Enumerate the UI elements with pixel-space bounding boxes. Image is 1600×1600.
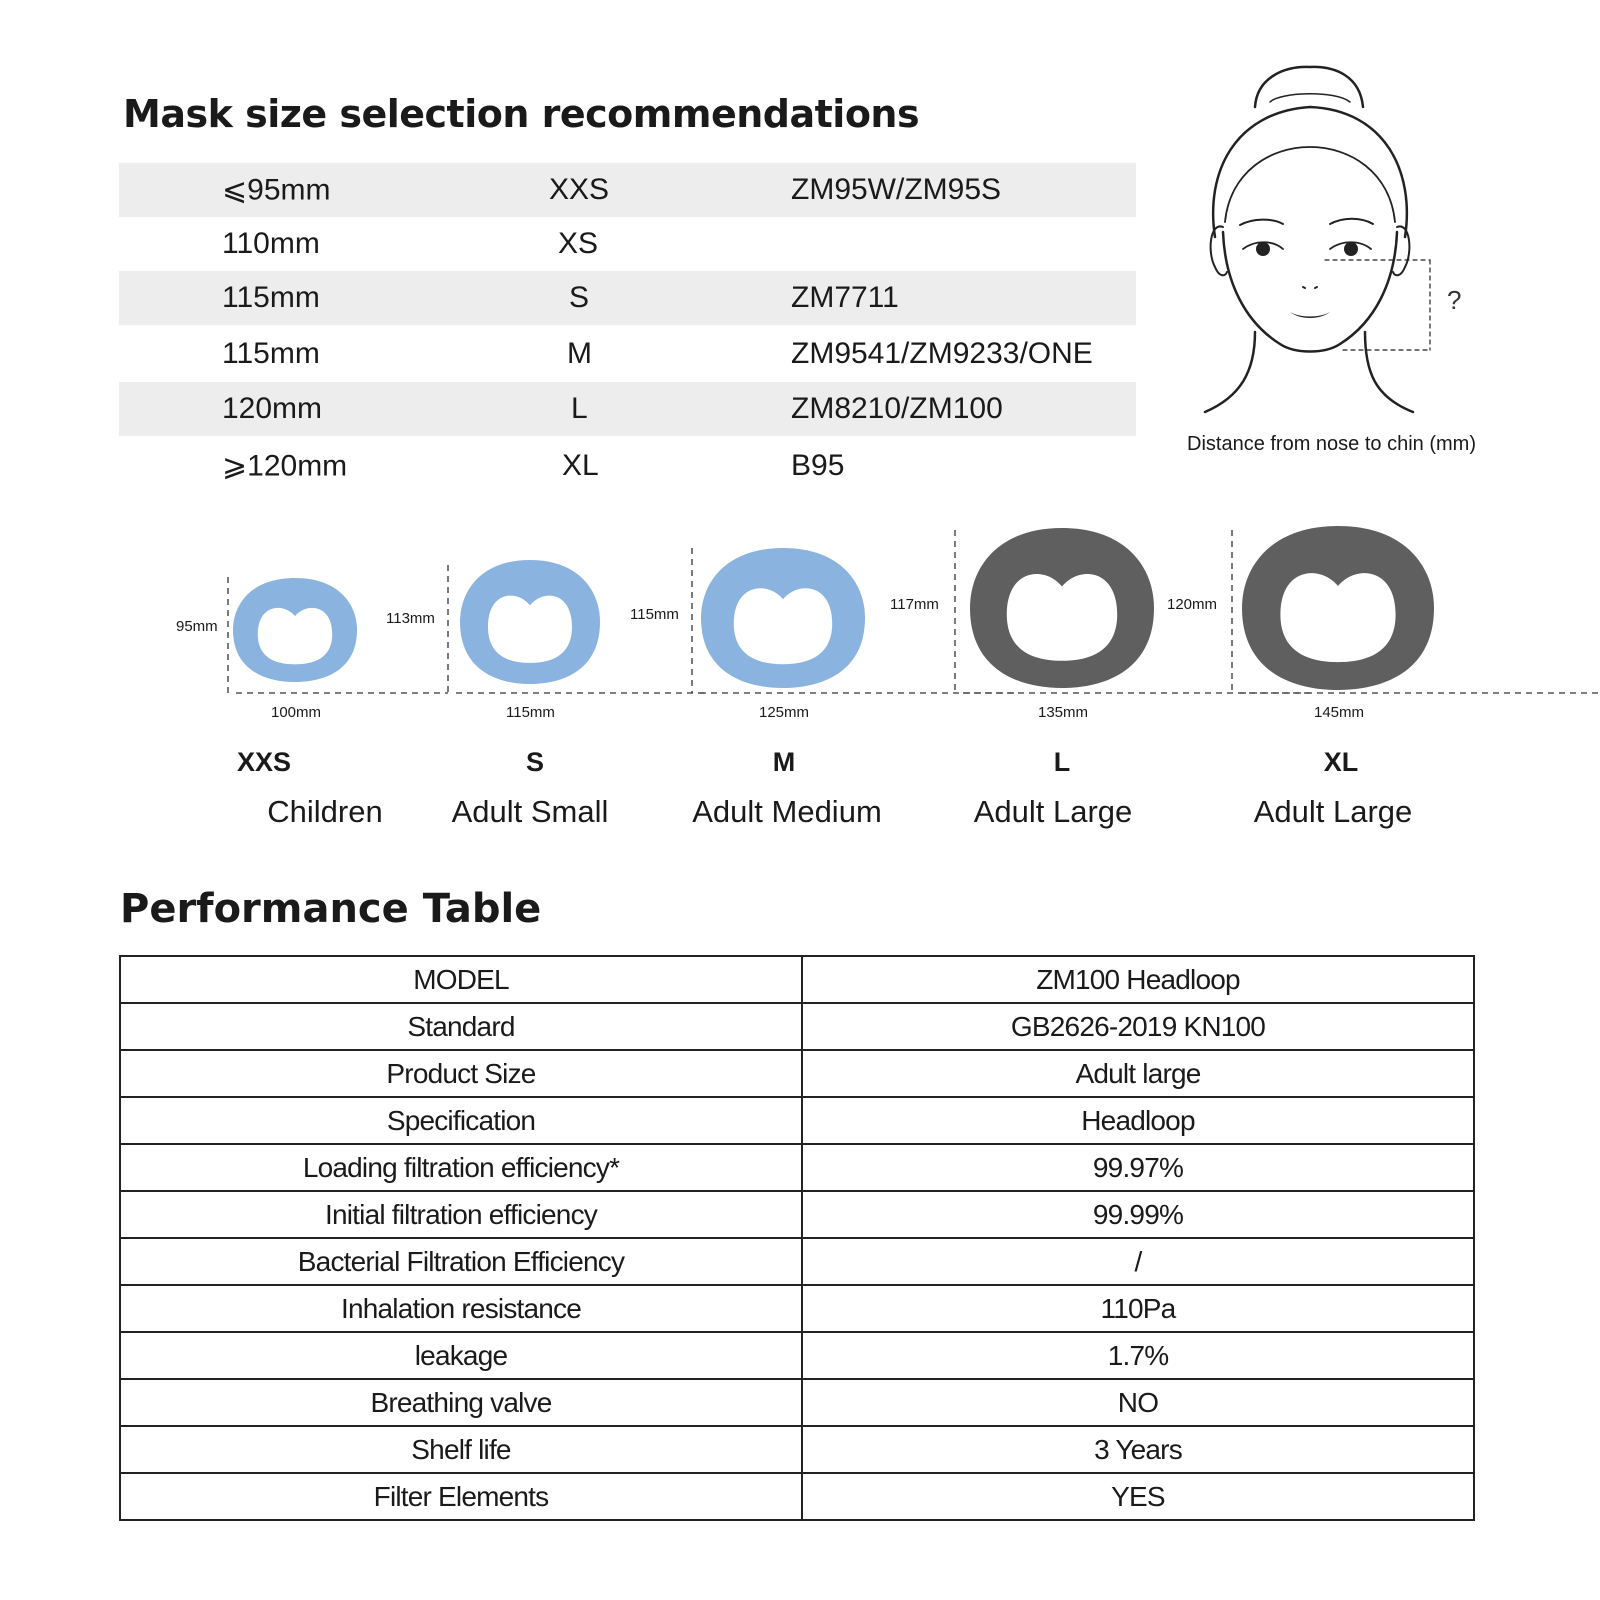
mask-audience-label: Children xyxy=(267,794,383,829)
spec-value-cell: GB2626-2019 KN100 xyxy=(802,1003,1474,1050)
distance-cell: ⩾120mm xyxy=(222,449,348,483)
table-row xyxy=(120,1144,1474,1191)
mask-height-label: 95mm xyxy=(176,618,218,635)
spec-name-cell: Specification xyxy=(120,1097,802,1144)
mask-audience-label: Adult Medium xyxy=(692,794,882,829)
mask-height-label: 113mm xyxy=(386,610,435,627)
mask-size-label: S xyxy=(525,747,544,777)
table-row xyxy=(120,1473,1474,1520)
spec-value-cell: 99.99% xyxy=(802,1191,1474,1238)
spec-name-cell: Inhalation resistance xyxy=(120,1285,802,1332)
spec-name-cell: Filter Elements xyxy=(120,1473,802,1520)
mask-width-label: 125mm xyxy=(759,704,810,721)
size-cell: M xyxy=(567,336,592,370)
models-cell: ZM8210/ZM100 xyxy=(791,392,1003,425)
table-row xyxy=(120,956,1474,1003)
spec-name-cell: leakage xyxy=(120,1332,802,1379)
size-cell: XS xyxy=(558,227,599,260)
size-section-title: Mask size selection recommendations xyxy=(123,92,920,136)
spec-value-cell: 99.97% xyxy=(802,1144,1474,1191)
performance-table xyxy=(119,955,1475,1521)
distance-cell: 115mm xyxy=(222,281,320,314)
distance-cell: 110mm xyxy=(222,227,320,260)
spec-value-cell: 110Pa xyxy=(802,1285,1474,1332)
spec-name-cell: Shelf life xyxy=(120,1426,802,1473)
performance-title: Performance Table xyxy=(120,886,542,932)
mask-height-label: 117mm xyxy=(890,596,939,613)
distance-cell: 115mm xyxy=(222,336,320,370)
mask-size-label: M xyxy=(772,747,796,777)
spec-value-cell: NO xyxy=(802,1379,1474,1426)
distance-cell: 120mm xyxy=(222,392,323,425)
mask-width-label: 145mm xyxy=(1314,704,1365,721)
mask-width-label: 100mm xyxy=(271,704,322,721)
spec-name-cell: Breathing valve xyxy=(120,1379,802,1426)
table-row xyxy=(120,1238,1474,1285)
spec-value-cell: YES xyxy=(802,1473,1474,1520)
mask-size-label: L xyxy=(1053,747,1071,777)
spec-value-cell: ZM100 Headloop xyxy=(802,956,1474,1003)
mask-audience-label: Adult Large xyxy=(1253,794,1413,829)
size-cell: XL xyxy=(562,449,599,482)
table-row xyxy=(120,1050,1474,1097)
mask-audience-label: Adult Large xyxy=(973,794,1133,829)
face-caption: Distance from nose to chin (mm) xyxy=(1187,433,1476,455)
table-row xyxy=(120,1003,1474,1050)
mask-size-label: XXS xyxy=(236,747,292,777)
spec-value-cell: 1.7% xyxy=(802,1332,1474,1379)
spec-value-cell: 3 Years xyxy=(802,1426,1474,1473)
table-row xyxy=(120,1379,1474,1426)
mask-width-label: 135mm xyxy=(1038,704,1089,721)
mask-size-label: XL xyxy=(1323,747,1359,777)
mask-width-label: 115mm xyxy=(506,704,555,721)
spec-name-cell: Initial filtration efficiency xyxy=(120,1191,802,1238)
spec-name-cell: Standard xyxy=(120,1003,802,1050)
mask-height-label: 115mm xyxy=(630,606,679,623)
models-cell: B95 xyxy=(791,449,845,482)
models-cell: ZM9541/ZM9233/ONE xyxy=(791,336,1093,370)
size-cell: XXS xyxy=(549,173,610,206)
models-cell: ZM95W/ZM95S xyxy=(791,173,1002,206)
spec-name-cell: Bacterial Filtration Efficiency xyxy=(120,1238,802,1285)
table-row xyxy=(120,1332,1474,1379)
models-cell: ZM7711 xyxy=(791,281,899,314)
question-mark: ? xyxy=(1447,285,1462,315)
mask-height-label: 120mm xyxy=(1167,596,1218,613)
spec-value-cell: Headloop xyxy=(802,1097,1474,1144)
spec-name-cell: MODEL xyxy=(120,956,802,1003)
table-row xyxy=(120,1426,1474,1473)
size-cell: L xyxy=(571,392,588,425)
spec-name-cell: Product Size xyxy=(120,1050,802,1097)
size-cell: S xyxy=(569,281,590,314)
spec-value-cell: / xyxy=(802,1238,1474,1285)
table-row xyxy=(120,1285,1474,1332)
mask-opening xyxy=(1280,573,1395,662)
table-row xyxy=(120,1191,1474,1238)
spec-value-cell: Adult large xyxy=(802,1050,1474,1097)
spec-name-cell: Loading filtration efficiency* xyxy=(120,1144,802,1191)
table-row xyxy=(120,1097,1474,1144)
distance-cell: ⩽95mm xyxy=(222,173,331,207)
mask-audience-label: Adult Small xyxy=(451,794,609,829)
